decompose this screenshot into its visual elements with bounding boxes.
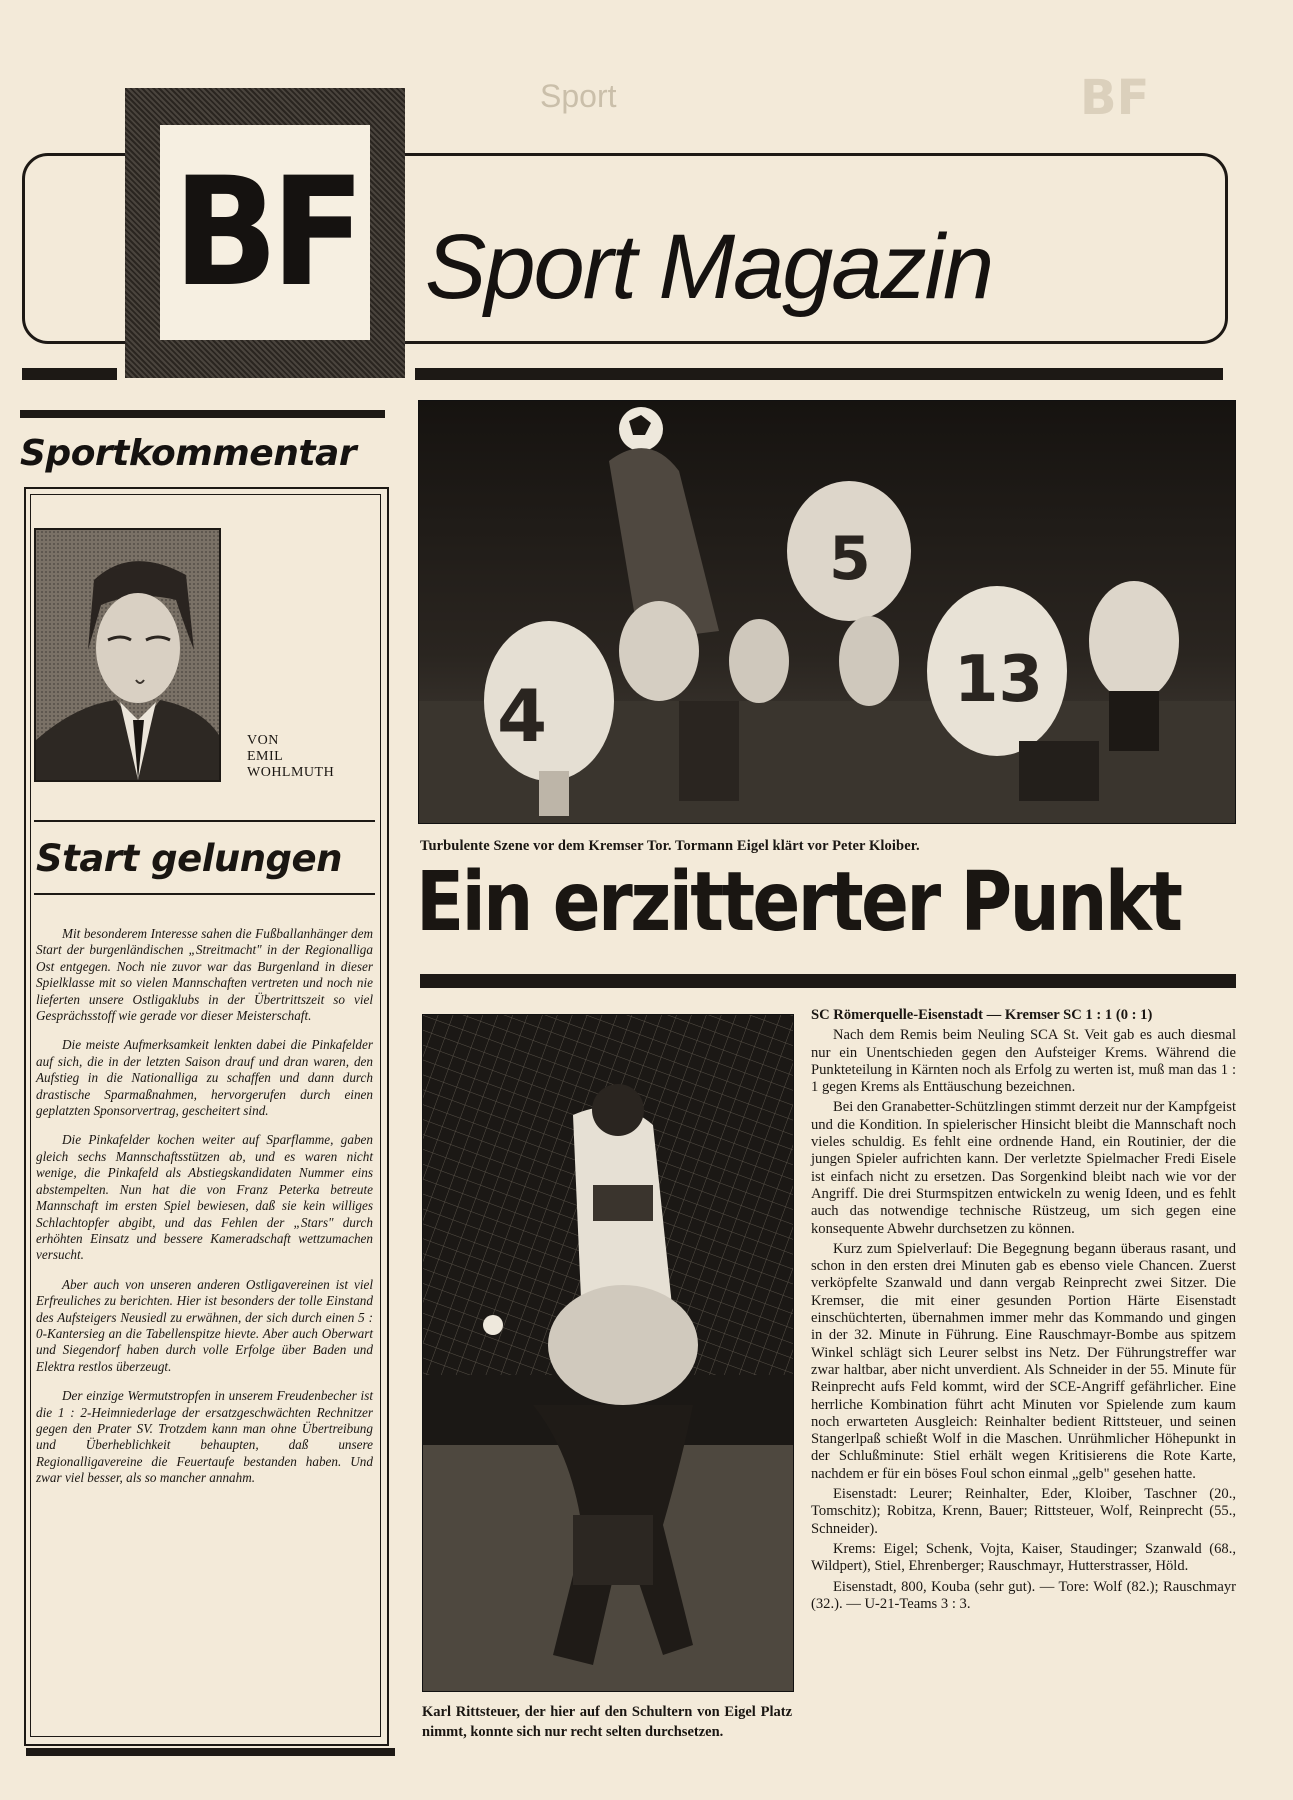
column-headline: Start gelungen <box>36 837 342 880</box>
photo-caption-top: Turbulente Szene vor dem Kremser Tor. Tormann Eigel klärt vor Peter Kloiber. <box>420 838 920 854</box>
byline-von: VON <box>247 733 279 748</box>
lineup-krems: Krems: Eigel; Schenk, Vojta, Kaiser, Staudinger; Szanwald (68., Wildpert), Stiel, Ehrenberger; Rauschmayr, Hutterstrasser, Höld. <box>811 1540 1236 1575</box>
column-body <box>36 926 373 1500</box>
column-paragraph: Die Pinkafelder kochen weiter auf Sparflamme, gaben gleich sechs Mannschaftsstützen ab, und es waren nicht wenige, die Pinkafeld als Abstiegskandidaten Nummer eins abstempelten. Nun hat die von Franz Peterka betreute Mannschaft im ersten Spiel bewiesen, daß sie kein williges Schlachtopfer abgibt, und das Fehlen der „Stars" durch erhöhten Einsatz und bessere Kameradschaft wettzumachen versucht. <box>36 1132 373 1263</box>
photo-caption-bottom: Karl Rittsteuer, der hier auf den Schultern von Eigel Platz nimmt, konnte sich nur recht selten durchsetzen. <box>422 1704 792 1740</box>
lineup-eisenstadt: Eisenstadt: Leurer; Reinhalter, Eder, Kloiber, Taschner (20., Tomschitz); Robitza, Krenn, Bauer; Rittsteuer, Wolf, Reinprecht (55., Schneider). <box>811 1486 1236 1537</box>
match-photo-top <box>418 400 1236 824</box>
rule <box>34 893 375 895</box>
column-paragraph: Mit besonderem Interesse sahen die Fußballanhänger dem Start der burgenländischen „Streitmacht" in der Regionalliga Ost entgegen. Noch nie zuvor war das Burgenland in dieser Spielklasse mit so vielen Mannschaften vertreten und noch nie lieferten unsere Ostligaklubs in der Übertrittszeit so viel Gesprächsstoff wie gerade vor dieser Meisterschaft. <box>36 926 373 1024</box>
section-title: Sportkommentar <box>20 433 357 474</box>
ghost-logo: BF <box>1080 70 1150 126</box>
jersey-number: 5 <box>829 524 871 594</box>
rule <box>20 410 385 418</box>
article-body <box>811 1007 1236 1616</box>
column-paragraph: Aber auch von unseren anderen Ostligavereinen ist viel Erfreuliches zu berichten. Hier ist besonders der tolle Einstand des Aufsteigers Neusiedl zu erwähnen, der sich durch einen 5 : 0-Kantersieg an die Tabellenspitze hievte. Aber auch Oberwart und Siegendorf haben durch volle Erfolge über Baden und Elektra restlos überzeugt. <box>36 1276 373 1374</box>
match-photo-bottom <box>422 1014 794 1692</box>
rule <box>26 1748 395 1756</box>
article-paragraph: Bei den Granabetter-Schützlingen stimmt derzeit nur der Kampfgeist und die Kondition. In spielerischer Hinsicht bleibt die Mannschaft noch vieles schuldig. Es fehlt eine ordnende Hand, ein Routinier, der die jungen Spieler aufrichten kann. Der verletzte Spielmacher Fredi Eisele ist einfach nicht zu ersetzen. Das Sorgenkind bleibt nach wie vor der Angriff. Die drei Sturmspitzen entwickeln zu wenig Ideen, und es fehlt auch das notwendige technische Rüstzeug, um sich gegen eine konsequente Abwehr durchsetzen zu können. <box>811 1099 1236 1237</box>
match-summary: Eisenstadt, 800, Kouba (sehr gut). — Tore: Wolf (82.); Rauschmayr (32.). — U-21-Teams 3 : 3. <box>811 1578 1236 1612</box>
rule <box>415 368 1223 380</box>
column-paragraph: Die meiste Aufmerksamkeit lenkten dabei die Pinkafelder auf sich, die in der letzten Saison drauf und dran waren, den Aufstieg in die Nationalliga zu schaffen und dann durch drastische Sparmaßnahmen, hervorgerufen durch einen geplatzten Sponsorvertrag, gescheitert sind. <box>36 1037 373 1119</box>
byline-last: WOHLMUTH <box>247 765 335 780</box>
ghost-text: Sport <box>540 78 617 114</box>
rule <box>420 974 1236 988</box>
logo <box>160 125 370 340</box>
article-paragraph: Kurz zum Spielverlauf: Die Begegnung begann überaus rasant, und schon in den ersten drei Minuten gab es ebenso viele Chancen. Zuerst verköpfelte Szanwald und dann vergab Reinprecht zwei Sitzer. Die Kremser, die mit einer gesunden Portion Härte Eisenstadt einschüchterten, übernahmen immer mehr das Kommando und gingen in der 32. Minute in Führung. Eine Rauschmayr-Bombe aus spitzem Winkel schlägt sich Leurer selbst ins Netz. Der Führungstreffer war zwar haltbar, aber nicht unverdient. Als Schneider in der 55. Minute für Reinprecht aufs Feld kommt, wird der SCE-Angriff gefährlicher. Eine herrliche Kombination führt acht Minuten vor Spielende zum kaum noch erwarteten Ausgleich: Reinhalter bedient Rittsteuer, und seinen Stangerlpaß schießt Wolf in die Maschen. Unrühmlicher Höhepunkt in der Schlußminute: Stiel erhält wegen Kritisierens die Rote Karte, nachdem er für ein böses Foul schon einmal „gelb" gesehen hatte. <box>811 1240 1236 1482</box>
jersey-number: 4 <box>497 674 548 758</box>
article-paragraph: Nach dem Remis beim Neuling SCA St. Veit gab es auch diesmal nur ein Unentschieden gegen den Aufsteiger Krems. Während die Punkteteilung in Kärnten noch als Erfolg zu werten ist, muß man das 1 : 1 gegen Krems als Enttäuschung bezeichnen. <box>811 1027 1236 1096</box>
magazine-title: Sport Magazin <box>425 216 993 318</box>
article-headline: Ein erzitterter Punkt <box>416 855 1181 950</box>
author-portrait <box>34 528 221 782</box>
match-result: SC Römerquelle-Eisenstadt — Kremser SC 1 : 1 (0 : 1) <box>811 1007 1153 1023</box>
jersey-number: 13 <box>954 643 1044 717</box>
byline <box>247 733 334 781</box>
rule <box>34 820 375 822</box>
rule <box>22 368 117 380</box>
logo-text: BF <box>172 145 358 320</box>
byline-first: EMIL <box>247 749 284 764</box>
column-paragraph: Der einzige Wermutstropfen in unserem Freudenbecher ist die 1 : 2-Heimniederlage der ersatzgeschwächten Rechnitzer gegen den Prater SV. Trotzdem kann man ohne Übertreibung und Überheblichkeit behaupten, daß unsere Regionalligavereine die Feuertaufe bestanden haben. Und zwar viel besser, als so mancher annahm. <box>36 1388 373 1486</box>
